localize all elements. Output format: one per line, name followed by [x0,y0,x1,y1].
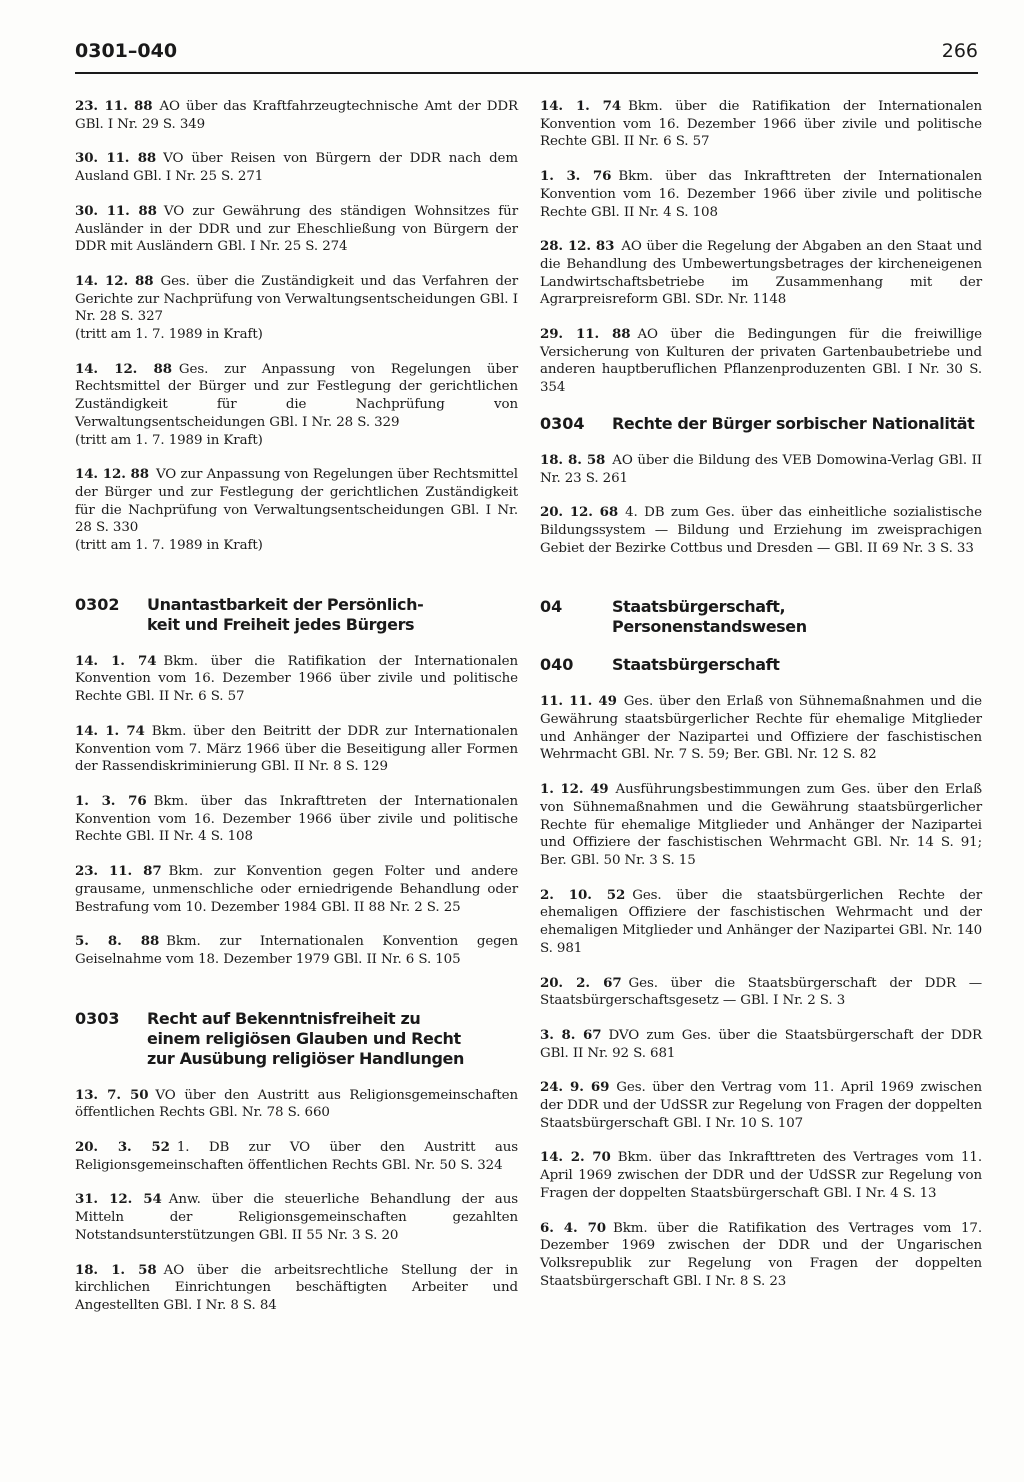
entry-date: 1. 12. 49 [540,781,609,798]
legal-entry [540,1220,982,1291]
entry-text: Ausführungsbestimmungen zum Ges. über den Erlaß von Sühnemaßnahmen und die Gewährung staatsbürgerlicher Rechte für ehemalige Mitglieder und Anhänger der Nazipartei und Offiziere der faschistischen Wehrmacht GBl. Nr. 14 S. 91; Ber. GBl. 50 Nr. 3 S. 15 [540,782,982,868]
entry-date: 14. 12. 88 [75,272,154,289]
legal-entry [75,1262,518,1315]
entry-group [75,1087,518,1315]
entry-text: Ges. über den Vertrag vom 11. April 1969 zwischen der DDR und der UdSSR zur Regelung von Fragen der doppelten Staatsbürgerschaft GBl. I Nr. 10 S. 107 [540,1080,982,1131]
entry-date: 14. 1. 74 [540,98,622,114]
entry-text: Ges. zur Anpassung von Regelungen über Rechtsmittel der Bürger und zur Festlegung der gerichtlichen Zuständigkeit für die Nachprüfung von Verwaltungsentscheidungen GBl. I Nr. 28 S. 329 [75,361,518,430]
entry-date: 18. 1. 58 [75,1261,157,1278]
entry-text: VO über Reisen von Bürgern der DDR nach dem Ausland GBl. I Nr. 25 S. 271 [75,151,518,185]
left-column [75,98,518,1332]
legal-entry [75,1139,518,1174]
section-title-line: Unantastbarkeit der Persönlich- [147,594,424,614]
section-heading-04 [540,597,982,637]
entry-text: AO über die Regelung der Abgaben an den Staat und die Behandlung des Umbewertungsbetrages der kircheneigenen Landwirtschaftsbetriebe im Zusammenhang mit der Agrarpreisreform GBl. SDr. Nr. 1148 [540,239,982,308]
section-title: Staatsbürgerschaft, Personenstandswesen [612,597,807,637]
entry-text: Ges. über die Zuständigkeit und das Verfahren der Gerichte zur Nachprüfung von Verwaltungsentscheidungen GBl. I Nr. 28 S. 327 [75,273,518,325]
entry-text: Anw. über die steuerliche Behandlung der aus Mitteln der Religionsgemeinschaften gezahlten Notstandsunterstützungen GBl. II 55 Nr. 3 S. 20 [75,1192,518,1243]
entry-text: Bkm. über die Ratifikation des Vertrages vom 17. Dezember 1969 zwischen der DDR und der Ungarischen Volksrepublik zur Regelung von Fragen der doppelten Staatsbürgerschaft GBl. I Nr. 8 S. 23 [540,1220,982,1289]
entry-text: DVO zum Ges. über die Staatsbürgerschaft der DDR GBl. II Nr. 92 S. 681 [540,1027,982,1061]
legal-entry [540,504,982,557]
section-number: 040 [540,655,574,675]
entry-date: 23. 11. 88 [75,98,153,114]
entry-date: 11. 11. 49 [540,693,617,710]
entry-text: AO über die Bedingungen für die freiwillige Versicherung von Kulturen der privaten Gartenbaubetriebe und anderen hauptberuflichen Pflanzenproduzenten GBl. I Nr. 30 S. 354 [540,327,982,396]
entry-text: Bkm. zur Konvention gegen Folter und andere grausame, unmenschliche oder erniedrigende Behandlung oder Bestrafung vom 10. Dezember 1984 GBl. II 88 Nr. 2 S. 25 [75,864,518,915]
legal-entry [540,1027,982,1062]
entry-text: Bkm. über das Inkrafttreten der Internationalen Konvention vom 16. Dezember 1966 über zivile und politische Rechte GBl. II Nr. 4 S. 108 [540,169,982,220]
legal-entry [75,150,518,185]
legal-entry [540,326,982,397]
entry-text: AO über die Bildung des VEB Domowina-Verlag GBl. II Nr. 23 S. 261 [540,452,982,486]
entry-date: 14. 2. 70 [540,1149,611,1166]
entry-group [75,653,518,969]
legal-entry [75,863,518,916]
entry-date: 13. 7. 50 [75,1086,149,1103]
entry-date: 20. 12. 68 [540,504,619,521]
legal-entry [540,452,982,487]
entry-text: AO über das Kraftfahrzeugtechnische Amt der DDR GBl. I Nr. 29 S. 349 [75,99,518,132]
entry-text: Bkm. über das Inkrafttreten des Vertrages vom 11. April 1969 zwischen der DDR und der UdSSR zur Regelung von Fragen der doppelten Staatsbürgerschaft GBl. I Nr. 4 S. 13 [540,1150,982,1201]
legal-entry [75,273,518,344]
legal-entry [540,98,982,151]
entry-text: Bkm. zur Internationalen Konvention gegen Geiselnahme vom 18. Dezember 1979 GBl. II Nr. 6 S. 105 [75,934,518,967]
entry-date: 28. 12. 83 [540,238,615,255]
section-title [147,595,423,635]
legal-entry [540,693,982,764]
entry-group [540,693,982,1290]
section-title-line: einem religiösen Glauben und Recht [147,1028,461,1048]
legal-entry [75,933,518,968]
section-heading-0304 [540,414,982,434]
section-range-code: 0301–040 [75,40,178,62]
legal-entry [75,793,518,846]
entry-text: Ges. über den Erlaß von Sühnemaßnahmen und die Gewährung staatsbürgerlicher Rechte für ehemalige Mitglieder und Anhänger der Nazipartei und Offiziere der faschistischen Wehrmacht GBl. Nr. 7 S. 59; Ber. GBl. Nr. 12 S. 82 [540,694,982,763]
entry-date: 14. 12. 88 [75,360,172,377]
entry-text: VO zur Gewährung des ständigen Wohnsitzes für Ausländer in der DDR und zur Eheschließung von Bürgern der DDR mit Ausländern GBl. I Nr. 25 S. 274 [75,203,518,255]
section-title: Staatsbürgerschaft [612,655,780,675]
entry-date: 6. 4. 70 [540,1219,607,1236]
legal-entry [75,653,518,706]
entry-text: Ges. über die staatsbürgerlichen Rechte der ehemaligen Offiziere der faschistischen Wehrmacht und der ehemaligen Mitglieder und Anhänger der Nazipartei GBl. Nr. 140 S. 981 [540,887,982,956]
entry-date: 1. 3. 76 [75,792,147,809]
section-title-line: keit und Freiheit jedes Bürgers [147,614,415,634]
legal-entry [540,168,982,221]
entry-date: 30. 11. 88 [75,202,157,219]
entry-text: VO zur Anpassung von Regelungen über Rechtsmittel der Bürger und zur Festlegung der gerichtlichen Zuständigkeit für die Nachprüfung von Verwaltungsentscheidungen GBl. I Nr. 28 S. 330 [75,467,518,536]
entry-group [540,452,982,558]
entry-date: 24. 9. 69 [540,1079,610,1096]
legal-entry [540,781,982,870]
section-number: 0304 [540,413,585,433]
entry-date: 18. 8. 58 [540,451,606,468]
entry-date: 14. 1. 74 [75,722,145,739]
legal-entry [75,1087,518,1122]
section-number: 04 [540,597,563,617]
entry-date: 14. 12. 88 [75,466,149,483]
entry-date: 30. 11. 88 [75,150,157,167]
legal-entry [540,975,982,1010]
section-title: Rechte der Bürger sorbischer Nationalität [612,413,975,433]
entry-text: Bkm. über das Inkrafttreten der Internationalen Konvention vom 16. Dezember 1966 über zivile und politische Rechte GBl. II Nr. 4 S. 108 [75,793,518,845]
entry-date: 14. 1. 74 [75,652,157,669]
page-header [75,38,978,74]
section-title-line: Recht auf Bekenntnisfreiheit zu [147,1008,421,1028]
entry-text: 4. DB zum Ges. über das einheitliche sozialistische Bildungssystem — Bildung und Erziehung im zweisprachigen Gebiet der Bezirke Cottbus und Dresden — GBl. II 69 Nr. 3 S. 33 [540,505,982,556]
section-number: 0303 [75,1008,120,1028]
section-heading-0302 [75,595,518,635]
legal-entry [75,1191,518,1244]
entry-text: AO über die arbeitsrechtliche Stellung der in kirchlichen Einrichtungen beschäftigten Arbeiter und Angestellten GBl. I Nr. 8 S. 84 [75,1262,518,1313]
entry-group [540,98,982,397]
entry-text: 1. DB zur VO über den Austritt aus Religionsgemeinschaften öffentlichen Rechts GBl. Nr. 50 S. 324 [75,1140,519,1173]
section-number: 0302 [75,594,120,614]
entry-text: VO über den Austritt aus Religionsgemeinschaften öffentlichen Rechts GBl. Nr. 78 S. 660 [75,1087,518,1121]
entry-note: (tritt am 1. 7. 1989 in Kraft) [75,432,263,448]
legal-entry [75,361,518,450]
entry-date: 1. 3. 76 [540,168,612,185]
entry-note: (tritt am 1. 7. 1989 in Kraft) [75,327,263,343]
entry-text: Ges. über die Staatsbürgerschaft der DDR — Staatsbürgerschaftsgesetz — GBl. I Nr. 2 S. 3 [540,975,982,1009]
entry-date: 20. 3. 52 [75,1139,170,1156]
entry-date: 23. 11. 87 [75,863,162,880]
page-number: 266 [941,40,978,62]
entry-date: 31. 12. 54 [75,1191,162,1208]
section-title [147,1009,464,1069]
entry-text: Bkm. über die Ratifikation der Internationalen Konvention vom 16. Dezember 1966 über zivile und politische Rechte GBl. II Nr. 6 S. 57 [75,653,518,705]
legal-entry [540,887,982,958]
legal-entry [75,98,518,133]
section-title-line: zur Ausübung religiöser Handlungen [147,1048,464,1068]
legal-entry [540,238,982,309]
entry-text: Bkm. über den Beitritt der DDR zur Internationalen Konvention vom 7. März 1966 über die Beseitigung aller Formen der Rassendiskriminierung GBl. II Nr. 8 S. 129 [75,723,518,775]
legal-entry [75,466,518,555]
entry-date: 29. 11. 88 [540,326,631,343]
entry-text: Bkm. über die Ratifikation der Internationalen Konvention vom 16. Dezember 1966 über zivile und politische Rechte GBl. II Nr. 6 S. 57 [540,99,982,150]
legal-entry [75,203,518,256]
entry-date: 2. 10. 52 [540,886,626,903]
legal-entry [75,723,518,776]
legal-entry [540,1079,982,1132]
section-heading-0303 [75,1009,518,1069]
section-heading-040 [540,655,982,675]
right-column [540,98,982,1307]
entry-group [75,98,518,555]
entry-date: 3. 8. 67 [540,1026,602,1043]
legal-entry [540,1149,982,1202]
entry-date: 5. 8. 88 [75,933,160,950]
entry-date: 20. 2. 67 [540,974,622,991]
entry-note: (tritt am 1. 7. 1989 in Kraft) [75,538,263,554]
